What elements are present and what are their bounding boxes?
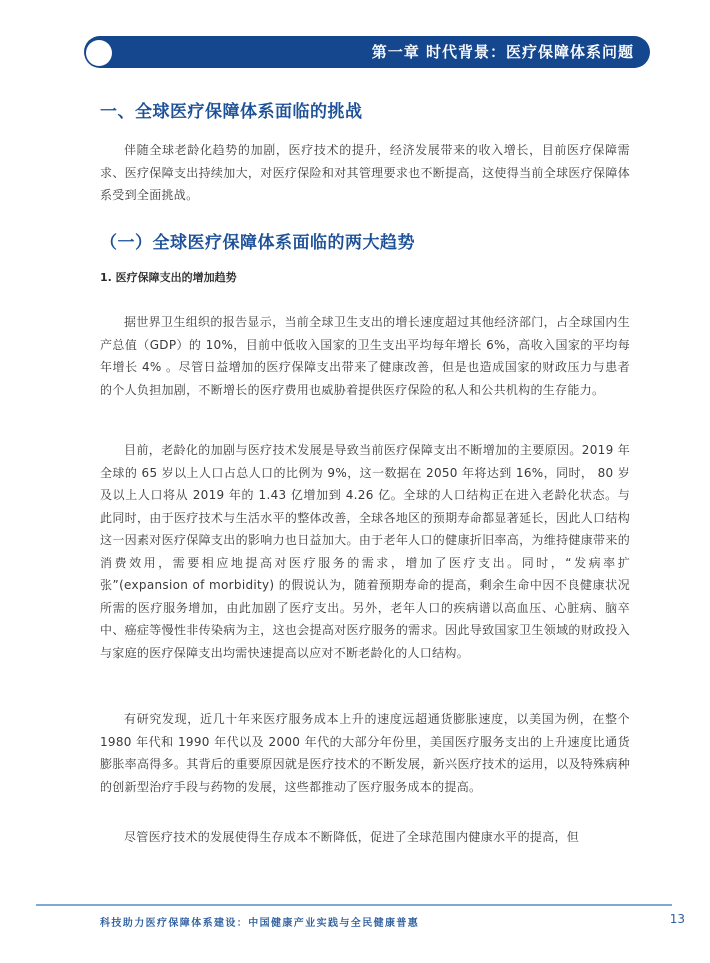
- footer-divider: [36, 904, 672, 906]
- page-number: 13: [669, 912, 685, 926]
- body-paragraph: 尽管医疗技术的发展使得生存成本不断降低，促进了全球范围内健康水平的提高，但: [124, 830, 580, 844]
- body-paragraph: 目前，老龄化的加剧与医疗技术发展是导致当前医疗保障支出不断增加的主要原因。2019 年全球的 65 岁以上人口占总人口的比例为 9%，这一数据在 2050 年将达到 16%，同时， 80 岁及以上人口将从 2019 年的 1.43 亿增加到 4.26 亿。全球的人口结构正在进入老龄化状态。与此同时，由于医疗技术与生活水平的整体改善，全球各地区的预期寿命都显著延长，因此人口结构这一因素对医疗保障支出的影响力也日益加大。由于老年人口的健康折旧率高，为维持健康带来的消费效用，需要相应地提高对医疗服务的需求，增加了医疗支出。同时，“发病率扩张”(expansion of morbidity) 的假说认为，随着预期寿命的提高，剩余生命中因不良健康状况所需的医疗服务增加，由此加剧了医疗支出。另外，老年人口的疾病谱以高血压、心脏病、脑卒中、癌症等慢性非传染病为主，这也会提高对医疗服务的需求。因此导致国家卫生领域的财政投入与家庭的医疗保障支出均需快速提高以应对不断老龄化的人口结构。: [100, 443, 630, 660]
- subsection-heading: （一）全球医疗保障体系面临的两大趋势: [100, 233, 415, 253]
- footer-title: 科技助力医疗保障体系建设：中国健康产业实践与全民健康普惠: [100, 918, 420, 929]
- item-title: 1. 医疗保障支出的增加趋势: [100, 271, 237, 284]
- body-paragraph: 据世界卫生组织的报告显示，当前全球卫生支出的增长速度超过其他经济部门，占全球国内生产总值（GDP）的 10%，目前中低收入国家的卫生支出平均每年增长 6%，高收入国家的平均每年增长 4% 。尽管日益增加的医疗保障支出带来了健康改善，但是也造成国家的财政压力与患者的个人负担加剧，不断增长的医疗费用也威胁着提供医疗保险的私人和公共机构的生存能力。: [100, 315, 630, 397]
- chapter-title: 第一章 时代背景：医疗保障体系问题: [371, 43, 634, 61]
- body-paragraph: 有研究发现，近几十年来医疗服务成本上升的速度远超通货膨胀速度，以美国为例，在整个 1980 年代和 1990 年代以及 2000 年代的大部分年份里，美国医疗服务支出的上升速度比通货膨胀率高得多。其背后的重要原因就是医疗技术的不断发展，新兴医疗技术的运用，以及特殊病种的创新型治疗手段与药物的发展，这些都推动了医疗服务成本的提高。: [100, 712, 630, 794]
- section-intro-paragraph: 伴随全球老龄化趋势的加剧，医疗技术的提升，经济发展带来的收入增长，目前医疗保障需求、医疗保障支出持续加大，对医疗保险和对其管理要求也不断提高，这使得当前全球医疗保障体系受到全面挑战。: [100, 143, 630, 202]
- section-heading: 一、全球医疗保障体系面临的挑战: [100, 102, 363, 122]
- chapter-header-dot-icon: [86, 40, 112, 66]
